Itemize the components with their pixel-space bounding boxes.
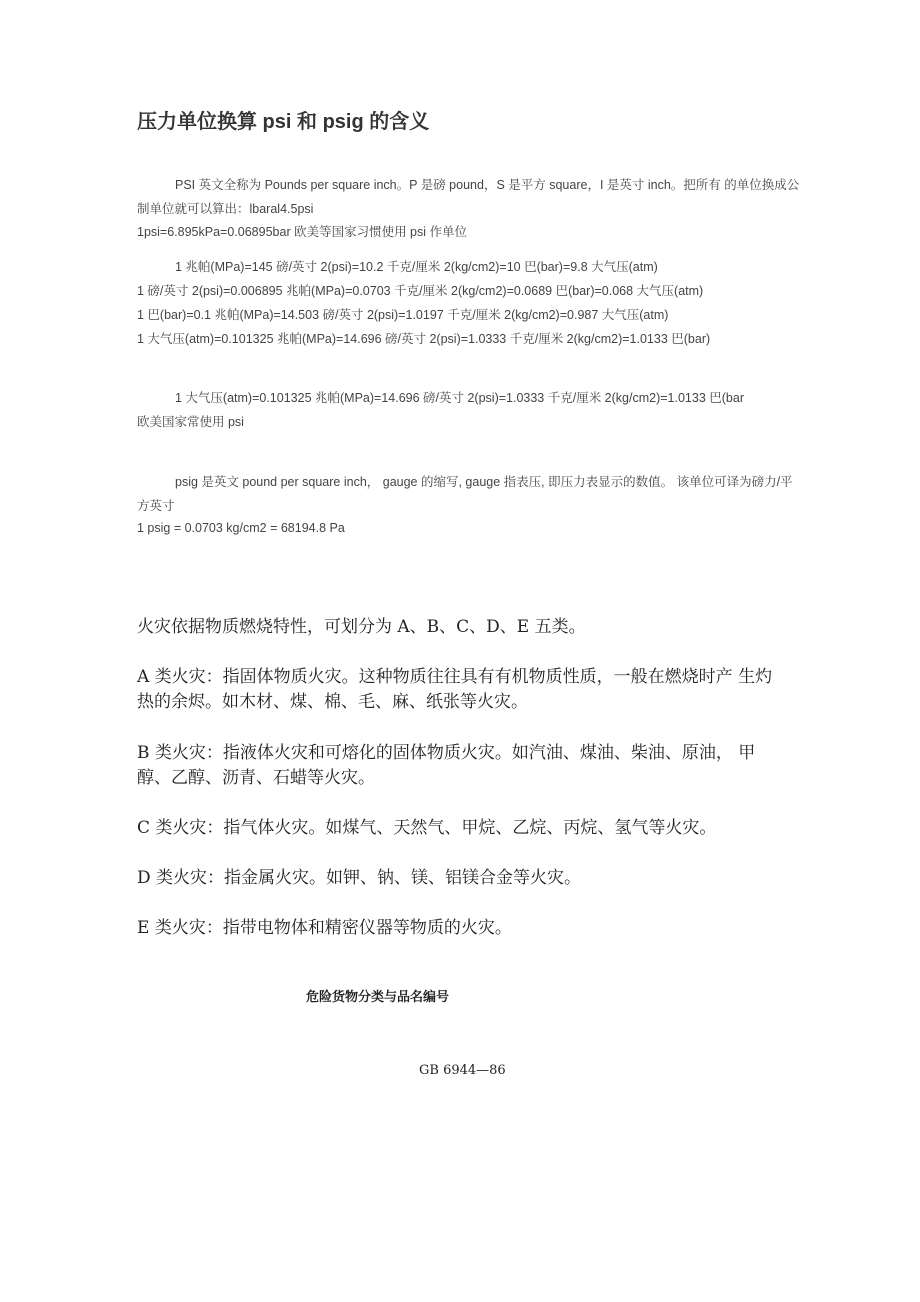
- psi-definition-line-1: PSI 英文全称为 Pounds per square inch。P 是磅 pound，S 是平方 square，I 是英寸 inch。把所有 的单位换成公: [175, 178, 800, 192]
- page-title: 压力单位换算 psi 和 psig 的含义: [137, 111, 430, 133]
- fire-class-a-line-1: A 类火灾：指固体物质火灾。这种物质往往具有有机物质性质，一般在燃烧时产 生灼: [137, 667, 773, 687]
- conversion-line-psi: 1 磅/英寸 2(psi)=0.006895 兆帕(MPa)=0.0703 千克/厘米 2(kg/cm2)=0.0689 巴(bar)=0.068 大气压(atm): [137, 284, 704, 298]
- fire-class-d: D 类火灾：指金属火灾。如钾、钠、镁、铝镁合金等火灾。: [137, 868, 582, 888]
- fire-class-a-line-2: 热的余烬。如木材、煤、棉、毛、麻、纸张等火灾。: [137, 692, 528, 712]
- psig-conversion: 1 psig = 0.0703 kg/cm2 = 68194.8 Pa: [137, 521, 345, 535]
- conversion-line-bar: 1 巴(bar)=0.1 兆帕(MPa)=14.503 磅/英寸 2(psi)=1.0197 千克/厘米 2(kg/cm2)=0.987 大气压(atm): [137, 308, 669, 322]
- psi-definition-line-2: 制单位就可以算出：lbaral4.5psi: [137, 202, 314, 216]
- dangerous-goods-heading: 危险货物分类与品名编号: [306, 989, 450, 1004]
- fire-class-c: C 类火灾：指气体火灾。如煤气、天然气、甲烷、乙烷、丙烷、氢气等火灾。: [137, 818, 717, 838]
- atm-conversion-repeat: 1 大气压(atm)=0.101325 兆帕(MPa)=14.696 磅/英寸 2(psi)=1.0333 千克/厘米 2(kg/cm2)=1.0133 巴(bar: [175, 391, 744, 405]
- standard-code: GB 6944—86: [419, 1063, 506, 1078]
- conversion-line-mpa: 1 兆帕(MPa)=145 磅/英寸 2(psi)=10.2 千克/厘米 2(kg/cm2)=10 巴(bar)=9.8 大气压(atm): [175, 260, 658, 274]
- fire-class-b-line-1: B 类火灾：指液体火灾和可熔化的固体物质火灾。如汽油、煤油、柴油、原油， 甲: [137, 743, 756, 763]
- conversion-line-atm: 1 大气压(atm)=0.101325 兆帕(MPa)=14.696 磅/英寸 2(psi)=1.0333 千克/厘米 2(kg/cm2)=1.0133 巴(bar): [137, 332, 711, 346]
- psig-definition-line-1: psig 是英文 pound per square inch， gauge 的缩写, gauge 指表压, 即压力表显示的数值。 该单位可译为磅力/平: [175, 475, 793, 489]
- fire-class-e: E 类火灾：指带电物体和精密仪器等物质的火灾。: [137, 918, 512, 938]
- psi-usage-note: 欧美国家常使用 psi: [137, 415, 244, 429]
- psig-definition-line-2: 方英寸: [137, 499, 175, 513]
- fire-classification-intro: 火灾依据物质燃烧特性，可划分为 A、B、C、D、E 五类。: [137, 617, 586, 637]
- fire-class-b-line-2: 醇、乙醇、沥青、石蜡等火灾。: [137, 768, 375, 788]
- psi-definition-line-3: 1psi=6.895kPa=0.06895bar 欧美等国家习惯使用 psi 作单位: [137, 225, 467, 239]
